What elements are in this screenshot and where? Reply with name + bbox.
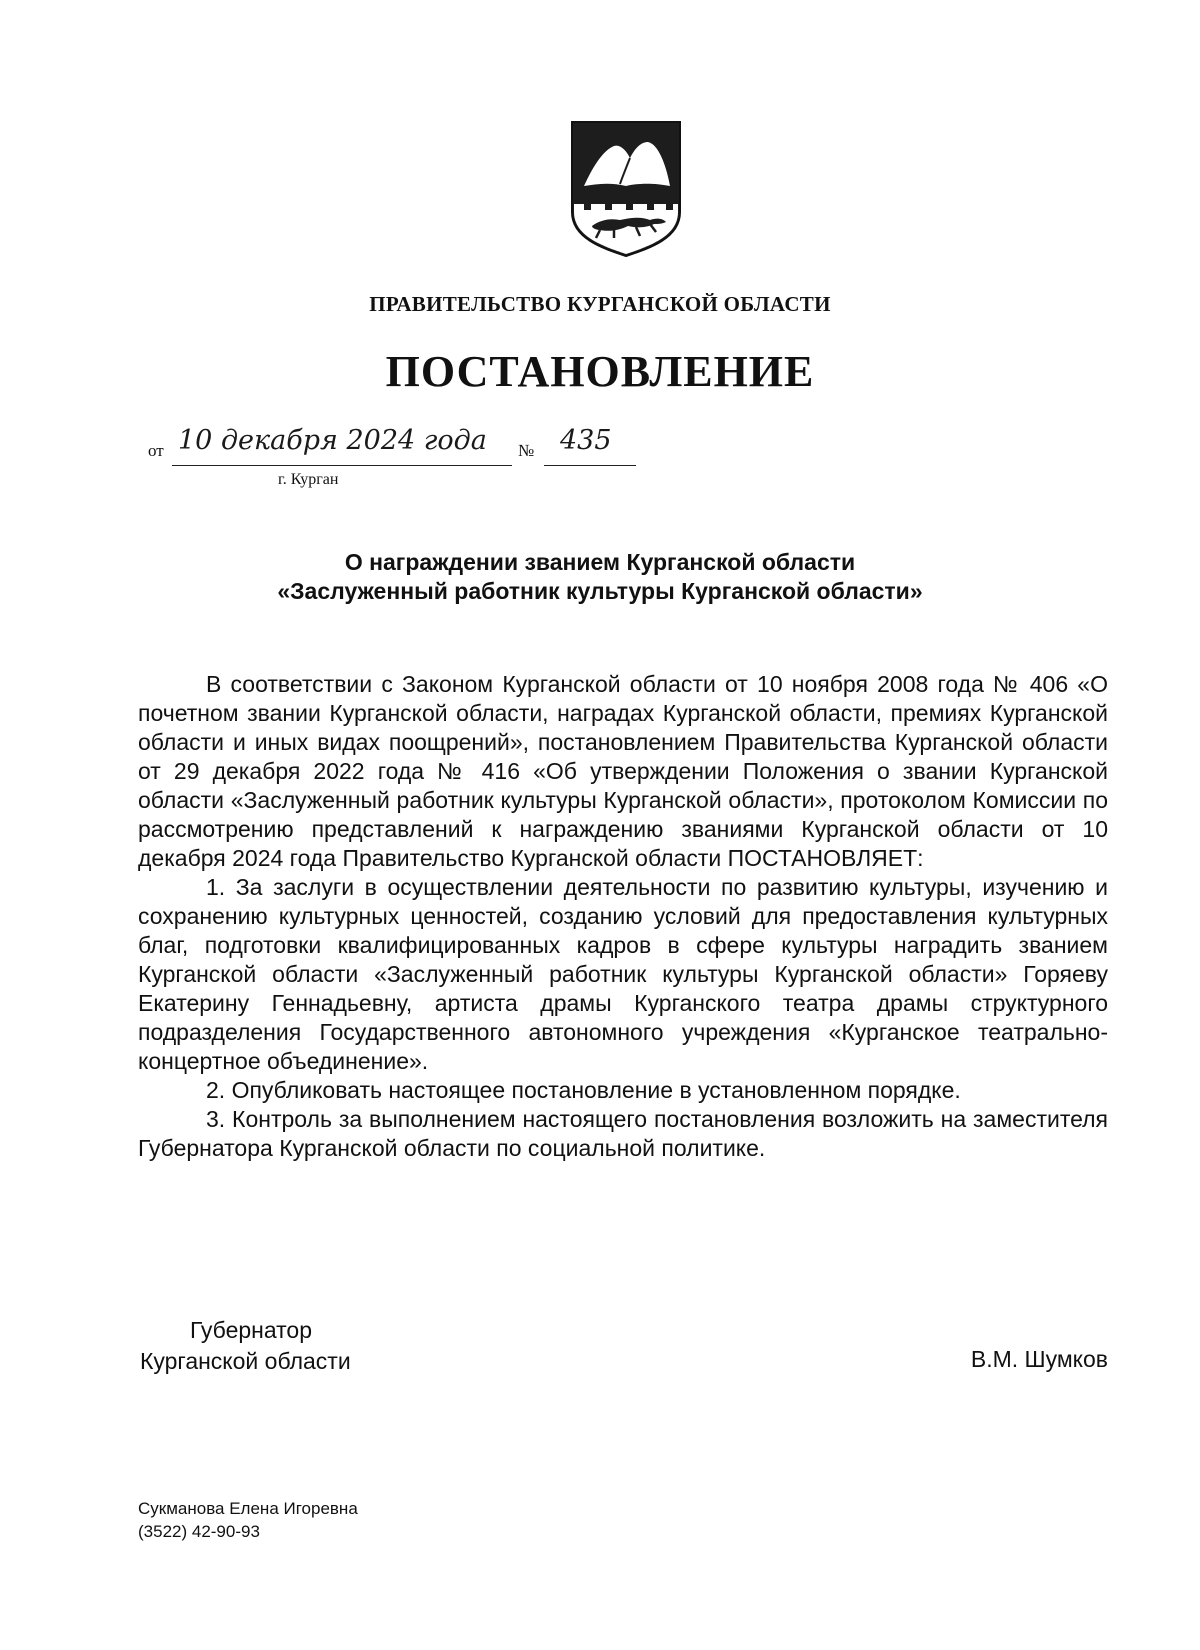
number-underline [544,465,636,466]
government-title: ПРАВИТЕЛЬСТВО КУРГАНСКОЙ ОБЛАСТИ [369,292,831,316]
contact-name: Сукманова Елена Игоревна [138,1499,358,1518]
date-underline [172,465,512,466]
city-label: г. Курган [278,471,339,488]
subject-line-1: О награждении званием Курганской области [344,549,856,575]
signer-position [140,1315,351,1377]
signer-position-line-1: Губернатор [190,1317,313,1343]
signer-position-line-2: Курганской области [140,1348,351,1374]
item-2-paragraph: 2. Опубликовать настоящее постановление в установленном порядке. [206,1077,961,1103]
document-type-title: ПОСТАНОВЛЕНИЕ [385,347,815,396]
handwritten-date: 10 декабря 2024 года [178,425,487,456]
number-sign-label: № [518,441,535,460]
item-3-paragraph: 3. Контроль за выполнением настоящего постановления возложить на заместителя Губернатора Курганской области по социальной политике. [138,1106,1108,1161]
handwritten-number: 435 [560,425,612,456]
document-body [138,670,1108,1163]
contact-block [138,1497,358,1543]
kurgan-region-coat-of-arms-icon [570,120,682,258]
signer-name: В.М. Шумков [970,1346,1108,1372]
preamble-paragraph: В соответствии с Законом Курганской области от 10 ноября 2008 года № 406 «О почетном звании Курганской области, наградах Курганской области, премиях Курганской области и иных видах поощрений», постановлением Правительства Курганской области от 29 декабря 2022 года № 416 «Об утверждении Положения о звании Курганской области «Заслуженный работник культуры Курганской области», протоколом Комиссии по рассмотрению представлений к награждению званиями Курганской области от 10 декабря 2024 года Правительство Курганской области ПОСТАНОВЛЯЕТ: [138,671,1108,871]
item-1-paragraph: 1. За заслуги в осуществлении деятельности по развитию культуры, изучению и сохранению культурных ценностей, созданию условий для предоставления культурных благ, подготовки квалифицированных кадров в сфере культуры наградить званием Курганской области «Заслуженный работник культуры Курганской области» Горяеву Екатерину Геннадьевну, артиста драмы Курганского театра драмы структурного подразделения Государственного автономного учреждения «Курганское театрально-концертное объединение». [138,874,1108,1074]
document-subject [0,548,1200,606]
subject-line-2: «Заслуженный работник культуры Курганской области» [277,578,923,604]
date-number-line [148,425,668,488]
date-from-label: от [148,441,164,460]
contact-phone: (3522) 42-90-93 [138,1522,260,1541]
